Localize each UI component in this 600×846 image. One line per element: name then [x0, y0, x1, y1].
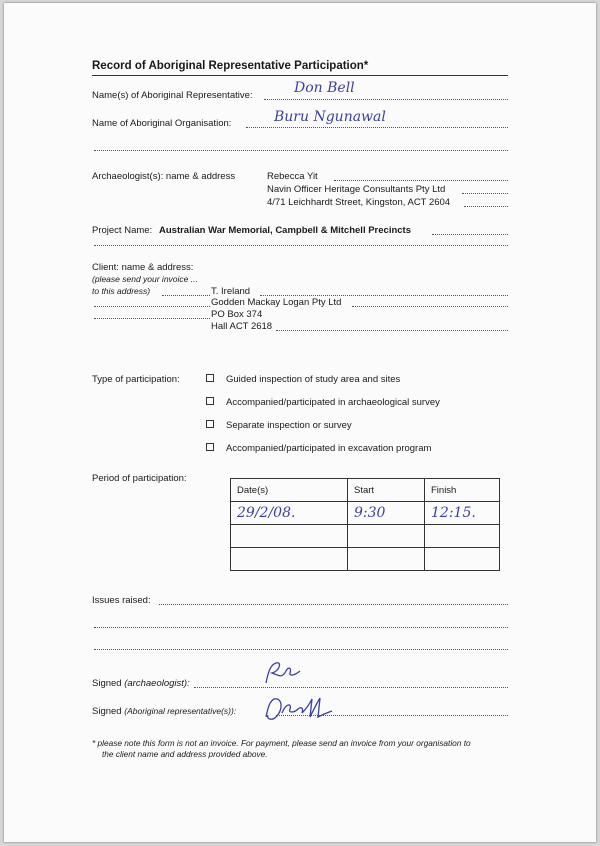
client-dots-1b — [260, 295, 508, 296]
rep-label: Name(s) of Aboriginal Representative: — [92, 90, 253, 101]
client-dots-1a — [162, 295, 210, 296]
type-option-separate[interactable] — [206, 420, 352, 431]
signed-archaeologist-label — [92, 678, 190, 689]
archaeologist-line-3: 4/71 Leichhardt Street, Kingston, ACT 2604 — [267, 197, 451, 208]
type-option-guided[interactable] — [206, 374, 400, 385]
period-finish-cell[interactable]: 12:15. — [425, 502, 500, 525]
type-option-label: Guided inspection of study area and sites — [226, 374, 401, 385]
representative-signature[interactable] — [260, 695, 340, 723]
signed-role: (archaeologist): — [124, 678, 190, 689]
title-rule — [92, 75, 508, 76]
period-table — [230, 478, 500, 571]
client-line-2: Godden Mackay Logan Pty Ltd — [211, 297, 342, 308]
client-label: Client: name & address: — [92, 262, 194, 273]
archaeologist-line-1: Rebecca Yit — [267, 171, 318, 182]
checkbox-icon — [206, 374, 214, 382]
archaeologist-dots-2 — [462, 193, 508, 194]
signed-word: Signed — [92, 678, 122, 689]
org-line — [246, 127, 508, 128]
period-start-cell[interactable]: 9:30 — [348, 502, 425, 525]
type-option-label: Accompanied/participated in archaeological survey — [226, 397, 440, 408]
client-dots-4 — [276, 330, 508, 331]
client-dots-2b — [352, 306, 508, 307]
period-header-start: Start — [348, 479, 425, 502]
signed-role: (Aboriginal representative(s)): — [124, 706, 237, 716]
org-line-2 — [94, 150, 508, 151]
checkbox-icon — [206, 443, 214, 451]
issues-line-1[interactable] — [159, 604, 508, 605]
footnote-line-2: the client name and address provided above. — [102, 749, 268, 759]
signed-representative-label — [92, 706, 236, 717]
client-note-2: to this address) — [92, 286, 151, 296]
period-date-cell[interactable] — [231, 548, 348, 571]
archaeologist-label: Archaeologist(s): name & address — [92, 171, 236, 182]
archaeologist-signature[interactable] — [256, 657, 304, 687]
rep-line — [264, 99, 508, 100]
table-row — [231, 548, 500, 571]
rep-handwritten[interactable]: Don Bell — [294, 80, 355, 96]
period-label: Period of participation: — [92, 473, 187, 484]
type-option-label: Separate inspection or survey — [226, 420, 352, 431]
org-label: Name of Aboriginal Organisation: — [92, 118, 232, 129]
client-line-1: T. Ireland — [211, 286, 251, 297]
archaeologist-dots-1 — [334, 180, 508, 181]
period-finish-cell[interactable] — [425, 548, 500, 571]
client-line-4: Hall ACT 2618 — [211, 321, 273, 332]
type-option-survey[interactable] — [206, 397, 440, 408]
project-value: Australian War Memorial, Campbell & Mitchell Precincts — [159, 225, 411, 236]
client-note-1: (please send your invoice ... — [92, 274, 198, 284]
archaeologist-dots-3 — [464, 206, 508, 207]
type-option-label: Accompanied/participated in excavation program — [226, 443, 432, 454]
project-line-2 — [94, 245, 508, 246]
period-start-cell[interactable] — [348, 525, 425, 548]
period-header-finish: Finish — [425, 479, 500, 502]
checkbox-icon — [206, 420, 214, 428]
period-date-cell[interactable]: 29/2/08. — [231, 502, 348, 525]
signature-icon — [256, 657, 304, 687]
project-label: Project Name: — [92, 225, 153, 236]
client-line-3: PO Box 374 — [211, 309, 263, 320]
client-dots-3a — [94, 318, 210, 319]
checkbox-icon — [206, 397, 214, 405]
table-row — [231, 502, 500, 525]
period-header-dates: Date(s) — [231, 479, 348, 502]
org-handwritten[interactable]: Buru Ngunawal — [274, 109, 386, 125]
type-label: Type of participation: — [92, 374, 180, 385]
table-row — [231, 525, 500, 548]
form-title: Record of Aboriginal Representative Participation* — [92, 60, 369, 72]
period-date-cell[interactable] — [231, 525, 348, 548]
period-finish-cell[interactable] — [425, 525, 500, 548]
issues-line-3[interactable] — [94, 649, 508, 650]
signature-icon — [260, 695, 340, 723]
footnote-line-1: * please note this form is not an invoice. For payment, please send an invoice from your organisation to — [92, 738, 471, 748]
signature-line-archaeologist[interactable] — [194, 687, 508, 688]
type-option-excavation[interactable] — [206, 443, 431, 454]
project-dots — [432, 234, 508, 235]
form-page — [4, 3, 596, 842]
client-dots-2a — [94, 306, 210, 307]
table-row — [231, 479, 500, 502]
issues-line-2[interactable] — [94, 627, 508, 628]
signed-word: Signed — [92, 706, 122, 717]
period-start-cell[interactable] — [348, 548, 425, 571]
issues-label: Issues raised: — [92, 595, 151, 606]
archaeologist-line-2: Navin Officer Heritage Consultants Pty Ltd — [267, 184, 446, 195]
